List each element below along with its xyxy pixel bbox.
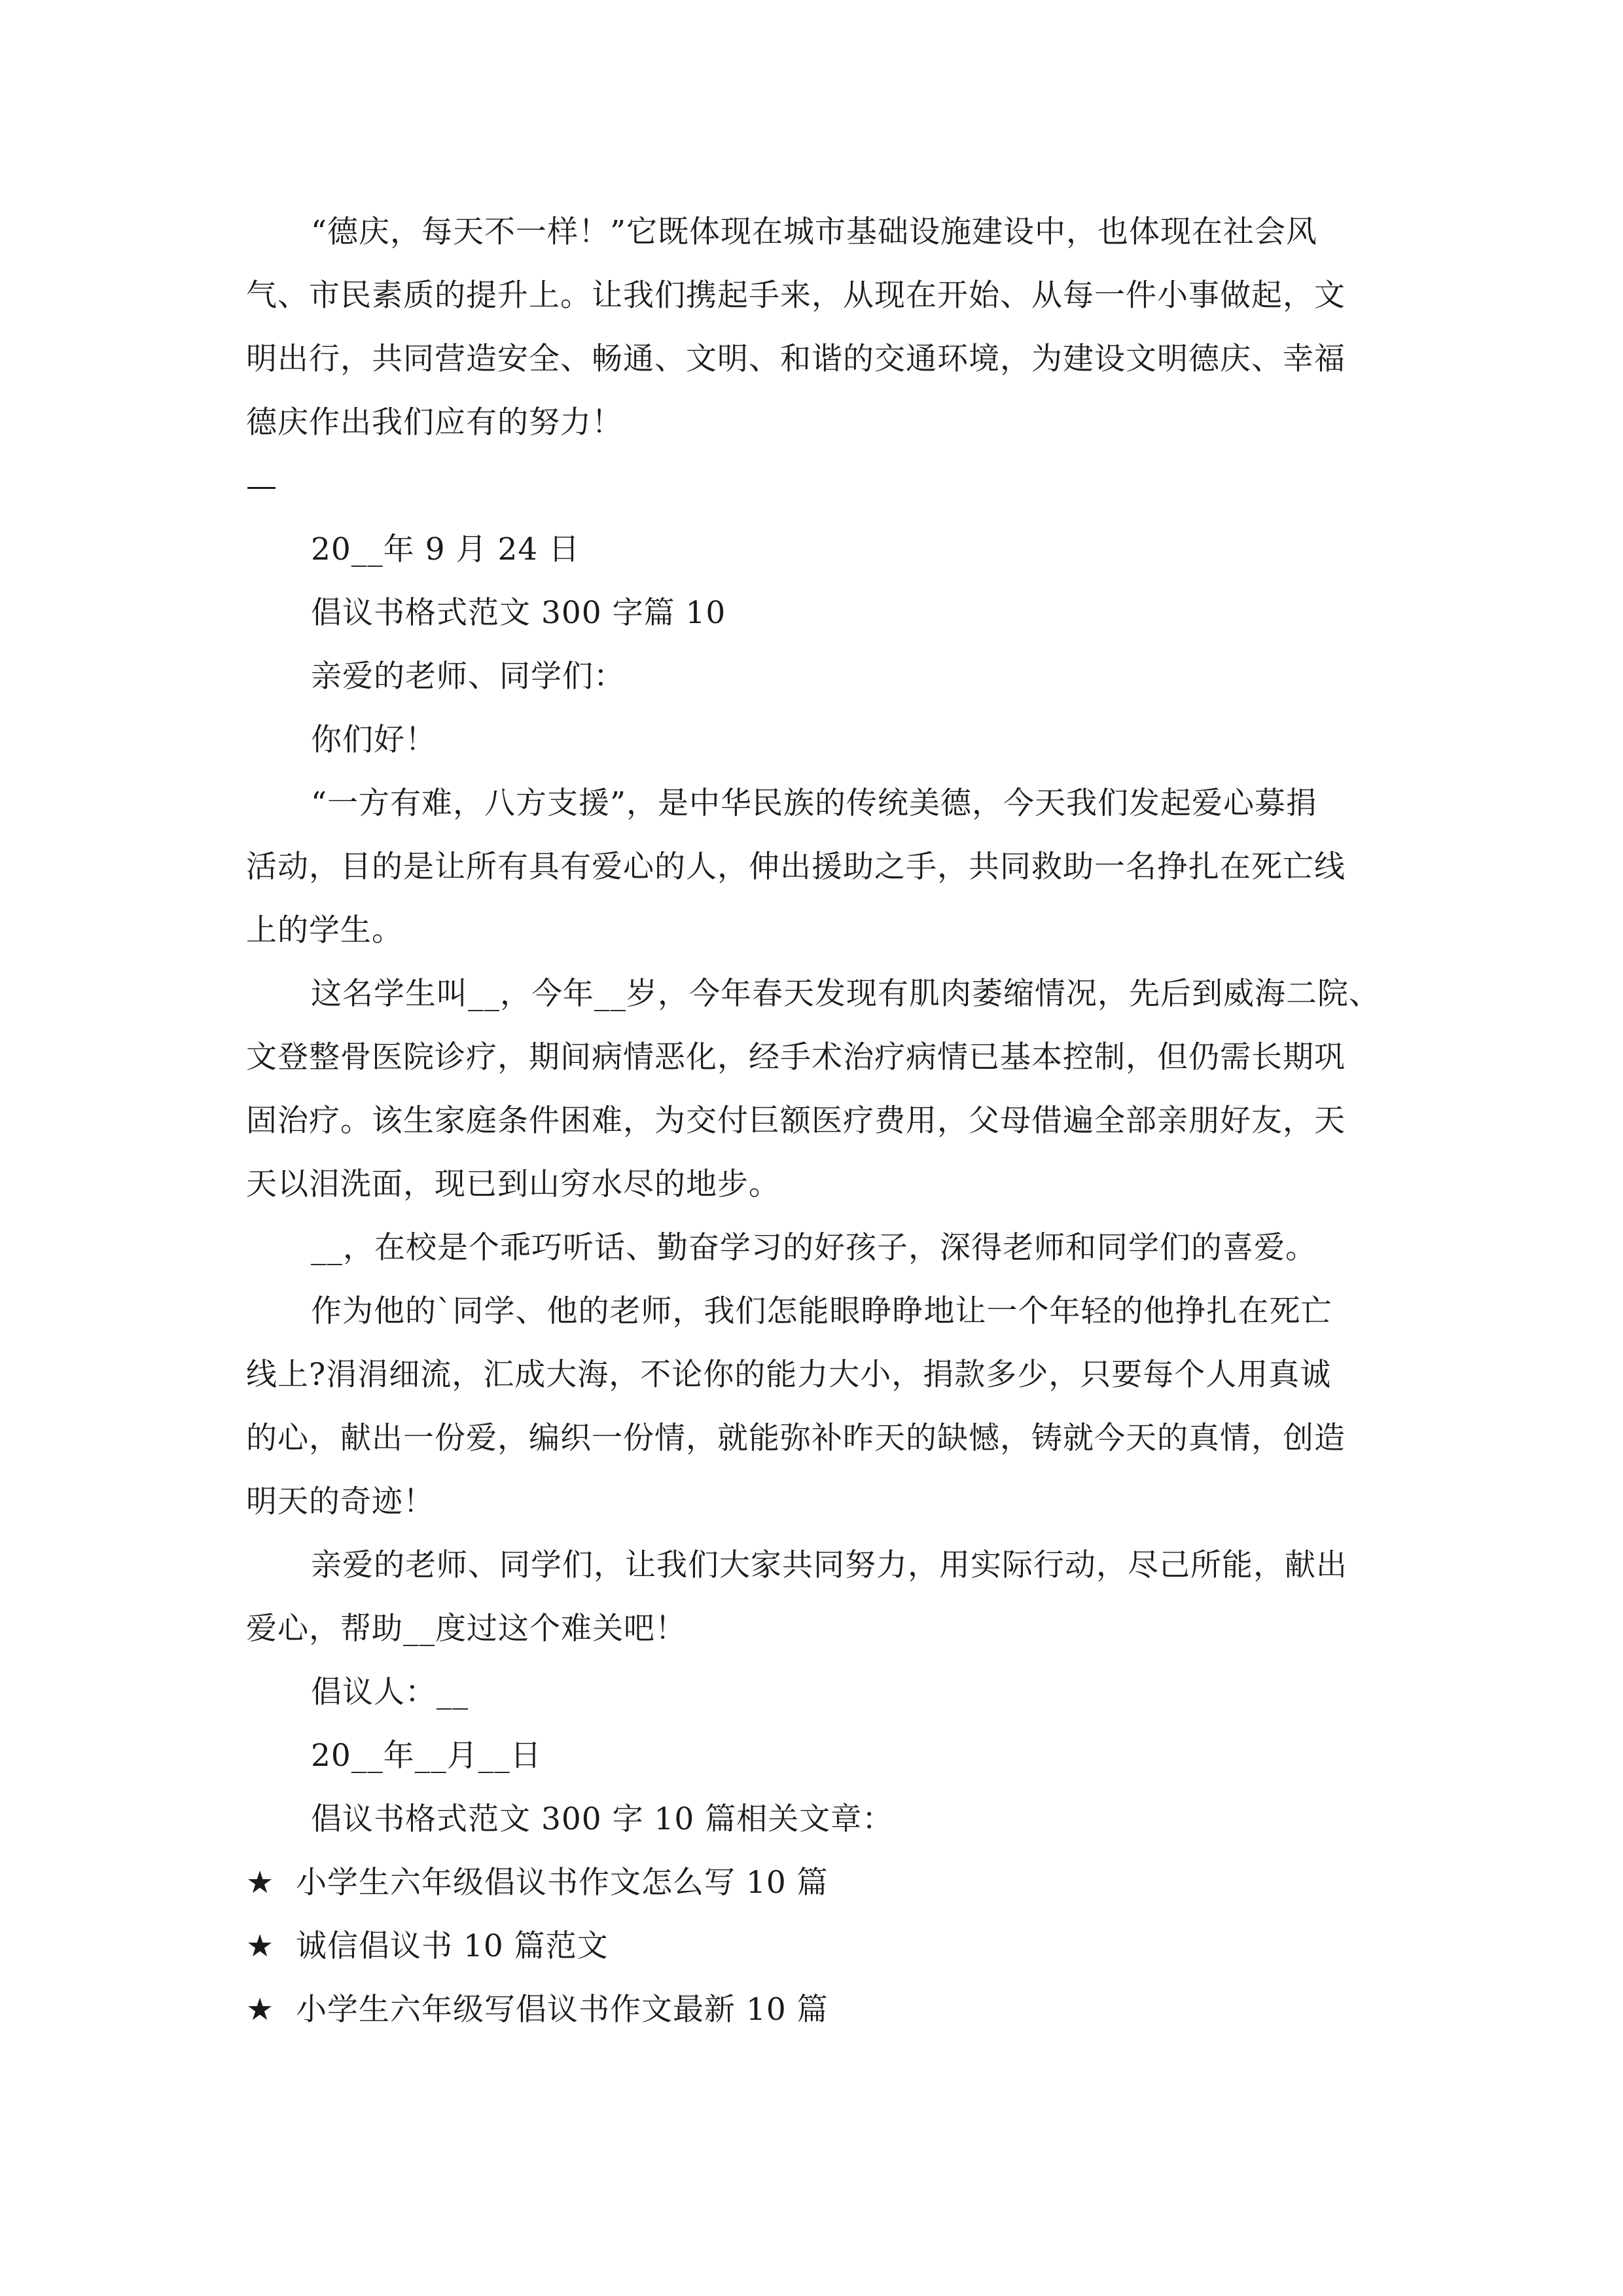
document-body <box>246 200 1380 2041</box>
text-line: 气、市民素质的提升上。让我们携起手来，从现在开始、从每一件小事做起，文 <box>246 278 1346 314</box>
star-icon: ★ <box>246 1992 275 2028</box>
text-line: “德庆，每天不一样！”它既体现在城市基础设施建设中，也体现在社会风 <box>311 214 1318 250</box>
text-line: 作为他的`同学、他的老师，我们怎能眼睁睁地让一个年轻的他挣扎在死亡 <box>311 1293 1332 1329</box>
text-line: 这名学生叫__，今年__岁，今年春天发现有肌肉萎缩情况，先后到威海二院、 <box>311 976 1380 1012</box>
salutation: 亲爱的老师、同学们： <box>311 658 625 694</box>
text-line: __，在校是个乖巧听话、勤奋学习的好孩子，深得老师和同学们的喜爱。 <box>311 1230 1317 1266</box>
related-link-label: 小学生六年级写倡议书作文最新 10 篇 <box>296 1992 829 2028</box>
signer-line: 倡议人：__ <box>311 1674 469 1710</box>
text-line: 固治疗。该生家庭条件困难，为交付巨额医疗费用，父母借遍全部亲朋好友，天 <box>246 1103 1346 1139</box>
text-line: 的心，献出一份爱，编织一份情，就能弥补昨天的缺憾，铸就今天的真情，创造 <box>246 1420 1346 1456</box>
paragraph-3 <box>246 1216 1377 1280</box>
star-icon: ★ <box>246 1865 275 1901</box>
text-line: 上的学生。 <box>246 912 403 948</box>
closing-paragraph <box>246 200 1377 454</box>
related-heading: 倡议书格式范文 300 字 10 篇相关文章： <box>311 1801 894 1837</box>
paragraph-2 <box>246 962 1380 1216</box>
paragraph-1 <box>246 772 1377 962</box>
related-link-label: 小学生六年级倡议书作文怎么写 10 篇 <box>296 1865 829 1901</box>
text-line: 德庆作出我们应有的努力！ <box>246 404 623 440</box>
star-icon: ★ <box>246 1928 275 1964</box>
text-line: 亲爱的老师、同学们，让我们大家共同努力，用实际行动，尽己所能，献出 <box>311 1547 1347 1583</box>
text-line: 爱心，帮助__度过这个难关吧！ <box>246 1611 687 1647</box>
text-line: 线上?涓涓细流，汇成大海，不论你的能力大小，捐款多少，只要每个人用真诚 <box>246 1357 1332 1393</box>
text-line: 明天的奇迹！ <box>246 1484 435 1520</box>
date-line: 20__年__月__日 <box>311 1738 542 1774</box>
text-line: 明出行，共同营造安全、畅通、文明、和谐的交通环境，为建设文明德庆、幸福 <box>246 341 1346 377</box>
related-link[interactable] <box>246 1914 1377 1978</box>
signature-dash: — <box>246 468 277 504</box>
section-title: 倡议书格式范文 300 字篇 10 <box>311 595 726 631</box>
text-line: “一方有难，八方支援”，是中华民族的传统美德，今天我们发起爱心募捐 <box>311 785 1318 821</box>
text-line: 文登整骨医院诊疗，期间病情恶化，经手术治疗病情已基本控制，但仍需长期巩 <box>246 1039 1346 1075</box>
paragraph-5 <box>246 1534 1377 1660</box>
text-line: 活动，目的是让所有具有爱心的人，伸出援助之手，共同救助一名挣扎在死亡线 <box>246 849 1346 885</box>
greeting: 你们好！ <box>311 722 437 758</box>
related-link[interactable] <box>246 1978 1377 2041</box>
paragraph-4 <box>246 1280 1377 1534</box>
related-link[interactable] <box>246 1851 1377 1914</box>
related-list <box>246 1851 1377 2041</box>
text-line: 天以泪洗面，现已到山穷水尽的地步。 <box>246 1166 780 1202</box>
date-line: 20__年 9 月 24 日 <box>311 531 580 567</box>
related-link-label: 诚信倡议书 10 篇范文 <box>296 1928 609 1964</box>
